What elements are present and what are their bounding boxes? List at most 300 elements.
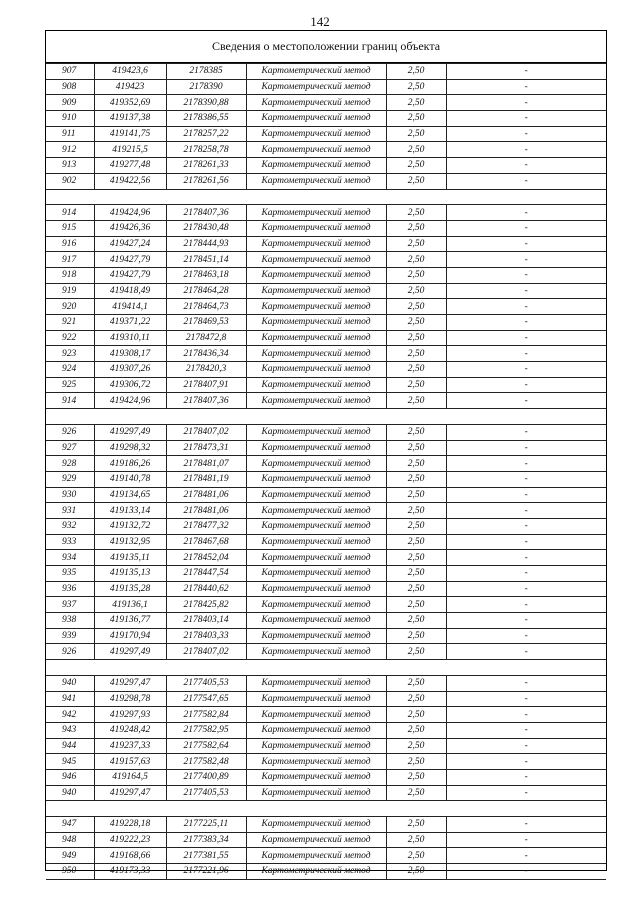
description-cell: -: [446, 111, 606, 127]
table-row: [46, 644, 606, 660]
accuracy-cell: 2,50: [386, 597, 446, 613]
method-cell: Картометрический метод: [246, 362, 386, 378]
table-row: [46, 738, 606, 754]
point-number-cell: 916: [46, 236, 94, 252]
table-row: [46, 707, 606, 723]
method-cell: Картометрический метод: [246, 487, 386, 503]
point-number-cell: 943: [46, 722, 94, 738]
method-cell: Картометрический метод: [246, 518, 386, 534]
table-row: [46, 456, 606, 472]
table-row: [46, 691, 606, 707]
table-row: [46, 362, 606, 378]
method-cell: Картометрический метод: [246, 550, 386, 566]
x-coordinate-cell: 419371,22: [94, 315, 166, 331]
description-cell: -: [446, 315, 606, 331]
x-coordinate-cell: 419135,11: [94, 550, 166, 566]
description-cell: -: [446, 769, 606, 785]
x-coordinate-cell: 419164,5: [94, 769, 166, 785]
description-cell: -: [446, 550, 606, 566]
description-cell: -: [446, 252, 606, 268]
x-coordinate-cell: 419141,75: [94, 126, 166, 142]
table-row: [46, 299, 606, 315]
point-number-cell: 940: [46, 785, 94, 801]
table-row: [46, 675, 606, 691]
y-coordinate-cell: 2178481,06: [166, 503, 246, 519]
point-number-cell: 920: [46, 299, 94, 315]
y-coordinate-cell: 2178447,54: [166, 566, 246, 582]
table-row: [46, 393, 606, 409]
y-coordinate-cell: 2177582,84: [166, 707, 246, 723]
description-cell: -: [446, 205, 606, 221]
separator-cell: [46, 801, 606, 817]
accuracy-cell: 2,50: [386, 299, 446, 315]
description-cell: -: [446, 158, 606, 174]
table-row: [46, 597, 606, 613]
description-cell: -: [446, 79, 606, 95]
x-coordinate-cell: 419297,49: [94, 644, 166, 660]
method-cell: Картометрический метод: [246, 299, 386, 315]
y-coordinate-cell: 2178464,73: [166, 299, 246, 315]
description-cell: -: [446, 299, 606, 315]
method-cell: Картометрический метод: [246, 95, 386, 111]
x-coordinate-cell: 419297,47: [94, 785, 166, 801]
method-cell: Картометрический метод: [246, 754, 386, 770]
y-coordinate-cell: 2178481,19: [166, 471, 246, 487]
table-row: [46, 283, 606, 299]
table-row: [46, 566, 606, 582]
description-cell: -: [446, 377, 606, 393]
y-coordinate-cell: 2177405,53: [166, 675, 246, 691]
table-row: [46, 205, 606, 221]
y-coordinate-cell: 2177383,34: [166, 832, 246, 848]
description-cell: -: [446, 142, 606, 158]
table-row: [46, 471, 606, 487]
point-number-cell: 931: [46, 503, 94, 519]
x-coordinate-cell: 419134,65: [94, 487, 166, 503]
x-coordinate-cell: 419140,78: [94, 471, 166, 487]
y-coordinate-cell: 2178464,28: [166, 283, 246, 299]
page-number: 142: [310, 14, 330, 29]
description-cell: -: [446, 691, 606, 707]
accuracy-cell: 2,50: [386, 315, 446, 331]
accuracy-cell: 2,50: [386, 613, 446, 629]
table-row: [46, 518, 606, 534]
description-cell: -: [446, 330, 606, 346]
table-row: [46, 832, 606, 848]
point-number-cell: 926: [46, 424, 94, 440]
table-row: [46, 377, 606, 393]
x-coordinate-cell: 419135,28: [94, 581, 166, 597]
description-cell: -: [446, 236, 606, 252]
y-coordinate-cell: 2178472,8: [166, 330, 246, 346]
accuracy-cell: 2,50: [386, 769, 446, 785]
point-number-cell: 909: [46, 95, 94, 111]
method-cell: Картометрический метод: [246, 173, 386, 189]
description-cell: -: [446, 738, 606, 754]
method-cell: Картометрический метод: [246, 675, 386, 691]
x-coordinate-cell: 419168,66: [94, 848, 166, 864]
method-cell: Картометрический метод: [246, 205, 386, 221]
description-cell: -: [446, 346, 606, 362]
y-coordinate-cell: 2178469,53: [166, 315, 246, 331]
point-number-cell: 912: [46, 142, 94, 158]
accuracy-cell: 2,50: [386, 126, 446, 142]
y-coordinate-cell: 2178440,62: [166, 581, 246, 597]
accuracy-cell: 2,50: [386, 424, 446, 440]
point-number-cell: 910: [46, 111, 94, 127]
accuracy-cell: 2,50: [386, 79, 446, 95]
y-coordinate-cell: 2177405,53: [166, 785, 246, 801]
x-coordinate-cell: 419414,1: [94, 299, 166, 315]
point-number-cell: 911: [46, 126, 94, 142]
x-coordinate-cell: 419136,77: [94, 613, 166, 629]
table-title: Сведения о местоположении границ объекта: [46, 31, 606, 63]
description-cell: -: [446, 864, 606, 880]
y-coordinate-cell: 2178452,04: [166, 550, 246, 566]
x-coordinate-cell: 419228,18: [94, 817, 166, 833]
y-coordinate-cell: 2178390,88: [166, 95, 246, 111]
accuracy-cell: 2,50: [386, 393, 446, 409]
method-cell: Картометрический метод: [246, 456, 386, 472]
method-cell: Картометрический метод: [246, 142, 386, 158]
method-cell: Картометрический метод: [246, 503, 386, 519]
description-cell: -: [446, 832, 606, 848]
method-cell: Картометрический метод: [246, 440, 386, 456]
table-row: [46, 173, 606, 189]
point-number-cell: 937: [46, 597, 94, 613]
table-row: [46, 79, 606, 95]
method-cell: Картометрический метод: [246, 785, 386, 801]
method-cell: Картометрический метод: [246, 330, 386, 346]
accuracy-cell: 2,50: [386, 111, 446, 127]
point-number-cell: 934: [46, 550, 94, 566]
accuracy-cell: 2,50: [386, 252, 446, 268]
accuracy-cell: 2,50: [386, 267, 446, 283]
accuracy-cell: 2,50: [386, 832, 446, 848]
description-cell: -: [446, 456, 606, 472]
description-cell: -: [446, 267, 606, 283]
description-cell: -: [446, 173, 606, 189]
y-coordinate-cell: 2178403,14: [166, 613, 246, 629]
table-row: [46, 487, 606, 503]
point-number-cell: 908: [46, 79, 94, 95]
accuracy-cell: 2,50: [386, 173, 446, 189]
point-number-cell: 915: [46, 220, 94, 236]
method-cell: Картометрический метод: [246, 64, 386, 80]
y-coordinate-cell: 2178407,02: [166, 644, 246, 660]
point-number-cell: 914: [46, 205, 94, 221]
x-coordinate-cell: 419310,11: [94, 330, 166, 346]
x-coordinate-cell: 419297,93: [94, 707, 166, 723]
method-cell: Картометрический метод: [246, 111, 386, 127]
accuracy-cell: 2,50: [386, 471, 446, 487]
table-row: [46, 346, 606, 362]
x-coordinate-cell: 419423: [94, 79, 166, 95]
y-coordinate-cell: 2178481,06: [166, 487, 246, 503]
point-number-cell: 913: [46, 158, 94, 174]
coordinates-table: [46, 63, 606, 880]
y-coordinate-cell: 2178444,93: [166, 236, 246, 252]
description-cell: -: [446, 126, 606, 142]
accuracy-cell: 2,50: [386, 534, 446, 550]
table-row: [46, 864, 606, 880]
table-row: [46, 613, 606, 629]
y-coordinate-cell: 2177225,11: [166, 817, 246, 833]
y-coordinate-cell: 2178430,48: [166, 220, 246, 236]
y-coordinate-cell: 2178481,07: [166, 456, 246, 472]
table-row: [46, 503, 606, 519]
x-coordinate-cell: 419422,56: [94, 173, 166, 189]
table-row: [46, 550, 606, 566]
table-row: [46, 424, 606, 440]
method-cell: Картометрический метод: [246, 691, 386, 707]
table-row: [46, 628, 606, 644]
accuracy-cell: 2,50: [386, 644, 446, 660]
x-coordinate-cell: 419306,72: [94, 377, 166, 393]
method-cell: Картометрический метод: [246, 738, 386, 754]
x-coordinate-cell: 419418,49: [94, 283, 166, 299]
description-cell: -: [446, 785, 606, 801]
point-number-cell: 902: [46, 173, 94, 189]
accuracy-cell: 2,50: [386, 722, 446, 738]
y-coordinate-cell: 2177582,48: [166, 754, 246, 770]
method-cell: Картометрический метод: [246, 377, 386, 393]
x-coordinate-cell: 419133,14: [94, 503, 166, 519]
table-row: [46, 769, 606, 785]
method-cell: Картометрический метод: [246, 236, 386, 252]
method-cell: Картометрический метод: [246, 220, 386, 236]
x-coordinate-cell: 419424,96: [94, 205, 166, 221]
point-number-cell: 917: [46, 252, 94, 268]
table-row: [46, 817, 606, 833]
method-cell: Картометрический метод: [246, 315, 386, 331]
x-coordinate-cell: 419297,47: [94, 675, 166, 691]
y-coordinate-cell: 2177400,89: [166, 769, 246, 785]
accuracy-cell: 2,50: [386, 628, 446, 644]
x-coordinate-cell: 419297,49: [94, 424, 166, 440]
description-cell: -: [446, 675, 606, 691]
accuracy-cell: 2,50: [386, 518, 446, 534]
description-cell: -: [446, 613, 606, 629]
table-row: [46, 581, 606, 597]
method-cell: Картометрический метод: [246, 252, 386, 268]
x-coordinate-cell: 419237,33: [94, 738, 166, 754]
point-number-cell: 921: [46, 315, 94, 331]
description-cell: -: [446, 597, 606, 613]
point-number-cell: 938: [46, 613, 94, 629]
boundary-table-frame: [45, 30, 607, 877]
method-cell: Картометрический метод: [246, 471, 386, 487]
y-coordinate-cell: 2178463,18: [166, 267, 246, 283]
table-row: [46, 315, 606, 331]
separator-cell: [46, 660, 606, 676]
y-coordinate-cell: 2178407,02: [166, 424, 246, 440]
x-coordinate-cell: 419136,1: [94, 597, 166, 613]
accuracy-cell: 2,50: [386, 64, 446, 80]
y-coordinate-cell: 2178386,55: [166, 111, 246, 127]
description-cell: -: [446, 471, 606, 487]
accuracy-cell: 2,50: [386, 550, 446, 566]
point-number-cell: 924: [46, 362, 94, 378]
point-number-cell: 929: [46, 471, 94, 487]
separator-cell: [46, 189, 606, 205]
description-cell: -: [446, 534, 606, 550]
table-row: [46, 126, 606, 142]
y-coordinate-cell: 2178403,33: [166, 628, 246, 644]
table-row: [46, 95, 606, 111]
description-cell: -: [446, 424, 606, 440]
table-row: [46, 236, 606, 252]
x-coordinate-cell: 419132,95: [94, 534, 166, 550]
y-coordinate-cell: 2178407,36: [166, 205, 246, 221]
x-coordinate-cell: 419424,96: [94, 393, 166, 409]
y-coordinate-cell: 2178261,56: [166, 173, 246, 189]
description-cell: -: [446, 518, 606, 534]
accuracy-cell: 2,50: [386, 456, 446, 472]
table-row: [46, 534, 606, 550]
description-cell: -: [446, 722, 606, 738]
point-number-cell: 946: [46, 769, 94, 785]
y-coordinate-cell: 2178467,68: [166, 534, 246, 550]
accuracy-cell: 2,50: [386, 864, 446, 880]
accuracy-cell: 2,50: [386, 691, 446, 707]
table-row: [46, 111, 606, 127]
method-cell: Картометрический метод: [246, 707, 386, 723]
x-coordinate-cell: 419277,48: [94, 158, 166, 174]
y-coordinate-cell: 2178477,32: [166, 518, 246, 534]
description-cell: -: [446, 362, 606, 378]
x-coordinate-cell: 419298,32: [94, 440, 166, 456]
point-number-cell: 950: [46, 864, 94, 880]
accuracy-cell: 2,50: [386, 754, 446, 770]
x-coordinate-cell: 419352,69: [94, 95, 166, 111]
accuracy-cell: 2,50: [386, 581, 446, 597]
x-coordinate-cell: 419427,24: [94, 236, 166, 252]
x-coordinate-cell: 419157,63: [94, 754, 166, 770]
x-coordinate-cell: 419308,17: [94, 346, 166, 362]
x-coordinate-cell: 419170,94: [94, 628, 166, 644]
description-cell: -: [446, 393, 606, 409]
x-coordinate-cell: 419427,79: [94, 252, 166, 268]
table-row: [46, 330, 606, 346]
point-number-cell: 928: [46, 456, 94, 472]
method-cell: Картометрический метод: [246, 158, 386, 174]
point-number-cell: 918: [46, 267, 94, 283]
method-cell: Картометрический метод: [246, 628, 386, 644]
table-body: [46, 64, 606, 880]
point-number-cell: 939: [46, 628, 94, 644]
y-coordinate-cell: 2177547,65: [166, 691, 246, 707]
method-cell: Картометрический метод: [246, 283, 386, 299]
y-coordinate-cell: 2177381,55: [166, 848, 246, 864]
accuracy-cell: 2,50: [386, 848, 446, 864]
x-coordinate-cell: 419426,36: [94, 220, 166, 236]
accuracy-cell: 2,50: [386, 487, 446, 503]
point-number-cell: 945: [46, 754, 94, 770]
accuracy-cell: 2,50: [386, 817, 446, 833]
point-number-cell: 936: [46, 581, 94, 597]
method-cell: Картометрический метод: [246, 267, 386, 283]
accuracy-cell: 2,50: [386, 330, 446, 346]
point-number-cell: 914: [46, 393, 94, 409]
accuracy-cell: 2,50: [386, 362, 446, 378]
y-coordinate-cell: 2178407,36: [166, 393, 246, 409]
point-number-cell: 919: [46, 283, 94, 299]
description-cell: -: [446, 283, 606, 299]
y-coordinate-cell: 2178436,34: [166, 346, 246, 362]
x-coordinate-cell: 419137,38: [94, 111, 166, 127]
method-cell: Картометрический метод: [246, 566, 386, 582]
method-cell: Картометрический метод: [246, 817, 386, 833]
description-cell: -: [446, 581, 606, 597]
table-row: [46, 158, 606, 174]
y-coordinate-cell: 2178390: [166, 79, 246, 95]
y-coordinate-cell: 2178425,82: [166, 597, 246, 613]
x-coordinate-cell: 419186,26: [94, 456, 166, 472]
description-cell: -: [446, 95, 606, 111]
table-row: [46, 754, 606, 770]
point-number-cell: 930: [46, 487, 94, 503]
point-number-cell: 933: [46, 534, 94, 550]
table-row: [46, 848, 606, 864]
accuracy-cell: 2,50: [386, 95, 446, 111]
point-number-cell: 944: [46, 738, 94, 754]
point-number-cell: 948: [46, 832, 94, 848]
separator-row: [46, 660, 606, 676]
method-cell: Картометрический метод: [246, 864, 386, 880]
description-cell: -: [446, 644, 606, 660]
description-cell: -: [446, 817, 606, 833]
point-number-cell: 926: [46, 644, 94, 660]
x-coordinate-cell: 419423,6: [94, 64, 166, 80]
accuracy-cell: 2,50: [386, 738, 446, 754]
accuracy-cell: 2,50: [386, 205, 446, 221]
y-coordinate-cell: 2178258,78: [166, 142, 246, 158]
y-coordinate-cell: 2178473,31: [166, 440, 246, 456]
x-coordinate-cell: 419298,78: [94, 691, 166, 707]
y-coordinate-cell: 2178451,14: [166, 252, 246, 268]
point-number-cell: 941: [46, 691, 94, 707]
method-cell: Картометрический метод: [246, 424, 386, 440]
point-number-cell: 923: [46, 346, 94, 362]
method-cell: Картометрический метод: [246, 346, 386, 362]
table-row: [46, 252, 606, 268]
description-cell: -: [446, 848, 606, 864]
description-cell: -: [446, 628, 606, 644]
table-row: [46, 785, 606, 801]
x-coordinate-cell: 419307,26: [94, 362, 166, 378]
method-cell: Картометрический метод: [246, 832, 386, 848]
description-cell: -: [446, 707, 606, 723]
y-coordinate-cell: 2177582,95: [166, 722, 246, 738]
point-number-cell: 922: [46, 330, 94, 346]
method-cell: Картометрический метод: [246, 644, 386, 660]
accuracy-cell: 2,50: [386, 675, 446, 691]
method-cell: Картометрический метод: [246, 769, 386, 785]
y-coordinate-cell: 2178420,3: [166, 362, 246, 378]
point-number-cell: 925: [46, 377, 94, 393]
y-coordinate-cell: 2178257,22: [166, 126, 246, 142]
accuracy-cell: 2,50: [386, 346, 446, 362]
description-cell: -: [446, 503, 606, 519]
separator-row: [46, 409, 606, 425]
point-number-cell: 947: [46, 817, 94, 833]
description-cell: -: [446, 566, 606, 582]
accuracy-cell: 2,50: [386, 283, 446, 299]
accuracy-cell: 2,50: [386, 236, 446, 252]
point-number-cell: 940: [46, 675, 94, 691]
accuracy-cell: 2,50: [386, 377, 446, 393]
